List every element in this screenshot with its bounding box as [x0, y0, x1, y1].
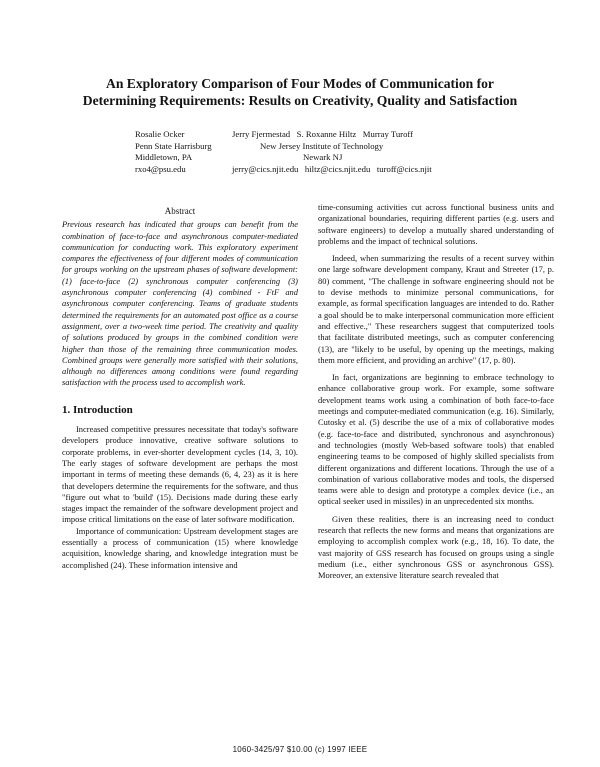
author-emails-rest: jerry@cics.njit.edu hiltz@cics.njit.edu turoff@cics.njit	[232, 163, 432, 174]
right-paragraph-2: Indeed, when summarizing the results of a recent survey within one large software development company, Kraut and Streeter (17, p. 80) comment, "The challenge in software engineering should not be to devise methods to minimize personal communications, for example, as formal specification languages are intended to do. Rather a goal should be to make interpersonal communication more efficient and effective.," These researchers suggest that computerized tools that facilitate distributed meetings, such as computer conferencing (13), are "likely to be useful, by opening up the meetings, making them more efficient, and providing an archive" (17, p. 80).	[318, 253, 554, 365]
copyright-footer: 1060-3425/97 $10.00 (c) 1997 IEEE	[232, 745, 368, 754]
author-email: rxo4@psu.edu	[135, 163, 186, 174]
author-city: Middletown, PA	[135, 152, 193, 162]
right-paragraph-4: Given these realities, there is an increasing need to conduct research that reflects the new forms and means that organizations are employing to accomplish complex work (e.g., 18, 16). To date, the vast majority of GSS research has focused on groups using a single medium (i.e., either synchronous GSS or asynchronous GSS). Moreover, an extensive literature search revealed that	[318, 513, 554, 581]
author-affiliation-rest: New Jersey Institute of Technology	[260, 140, 384, 151]
intro-paragraph-2: Importance of communication: Upstream development stages are essentially a process of communication (15) where knowledge acquisition, knowledge sharing, and knowledge integration must be accomplished (24). These information intensive and	[62, 525, 298, 570]
abstract-text: Previous research has indicated that groups can benefit from the combination of face-to-face and asynchronous computer-mediated communication for conducting work. This exploratory experiment compares the effectiveness of four different modes of communication for groups working on the upstream phases of software development: (1) face-to-face (2) synchronous computer conferencing (3) asynchronous computer conferencing (4) combined - FtF and asynchronous computer conferencing. Teams of graduate students determined the requirements for an automated post office as a course assignment, over a two-week time period. The creativity and quality of solutions produced by groups in the combined condition were higher than those of the remaining three communication modes. Combined groups were generally more satisfied with their solutions, although no differences among conditions were found regarding satisfaction with the process used to accomplish work.	[62, 219, 298, 388]
section-heading-introduction: 1. Introduction	[62, 403, 133, 416]
author-affiliation: Penn State Harrisburg	[135, 140, 212, 151]
abstract-heading: Abstract	[164, 206, 196, 216]
title-line-1: An Exploratory Comparison of Four Modes of Communication for	[106, 76, 494, 91]
author-city-rest: Newark NJ	[303, 152, 343, 162]
left-column	[62, 206, 298, 571]
right-paragraph-3: In fact, organizations are beginning to embrace technology to enhance collaborative group work. For example, some software development teams work using a combination of both face-to-face meetings and computer-mediated communication (e.g. 16). Similarly, Cutosky et al. (5) describe the use of a mix of collaborative modes (e.g. face-to-face and distributed, synchronous and asynchronous) and technologies (mostly Web-based software tools) that enabled engineering teams to be composed of highly skilled specialists from different organizations and different locations. Through the use of a combination of various collaborative modes and tools, the dispersed teams were able to design and prototype a complex device (i.e., an optical seeker used in missiles) in an unprecedented six months.	[318, 372, 554, 507]
title-line-2: Determining Requirements: Results on Creativity, Quality and Satisfaction	[82, 93, 518, 108]
paper-title	[40, 75, 560, 109]
right-column	[318, 202, 554, 582]
author-name: Rosalie Ocker	[135, 129, 185, 139]
right-paragraph-1: time-consuming activities cut across functional business units and organizational boundaries, requiring different parties (e.g. users and software engineers) to develop a mutually shared understanding of problems and the impact of technical solutions.	[318, 202, 554, 246]
intro-paragraph-1: Increased competitive pressures necessitate that today's software developers produce innovative, creative software solutions to corporate problems, in ever-shorter development cycles (14, 3, 10). The early stages of software development are perhaps the most important in terms of meeting these demands (6, 4, 23) as it is here that developers determine the requirements for the software, and thus "figure out what to 'build' (15). Decisions made during these early stages impact the remainder of the software development project and impose critical limitations on the ease of later software modification.	[62, 424, 298, 525]
author-names-rest: Jerry Fjermestad S. Roxanne Hiltz Murray Turoff	[232, 129, 414, 139]
author-block-1	[135, 129, 212, 175]
